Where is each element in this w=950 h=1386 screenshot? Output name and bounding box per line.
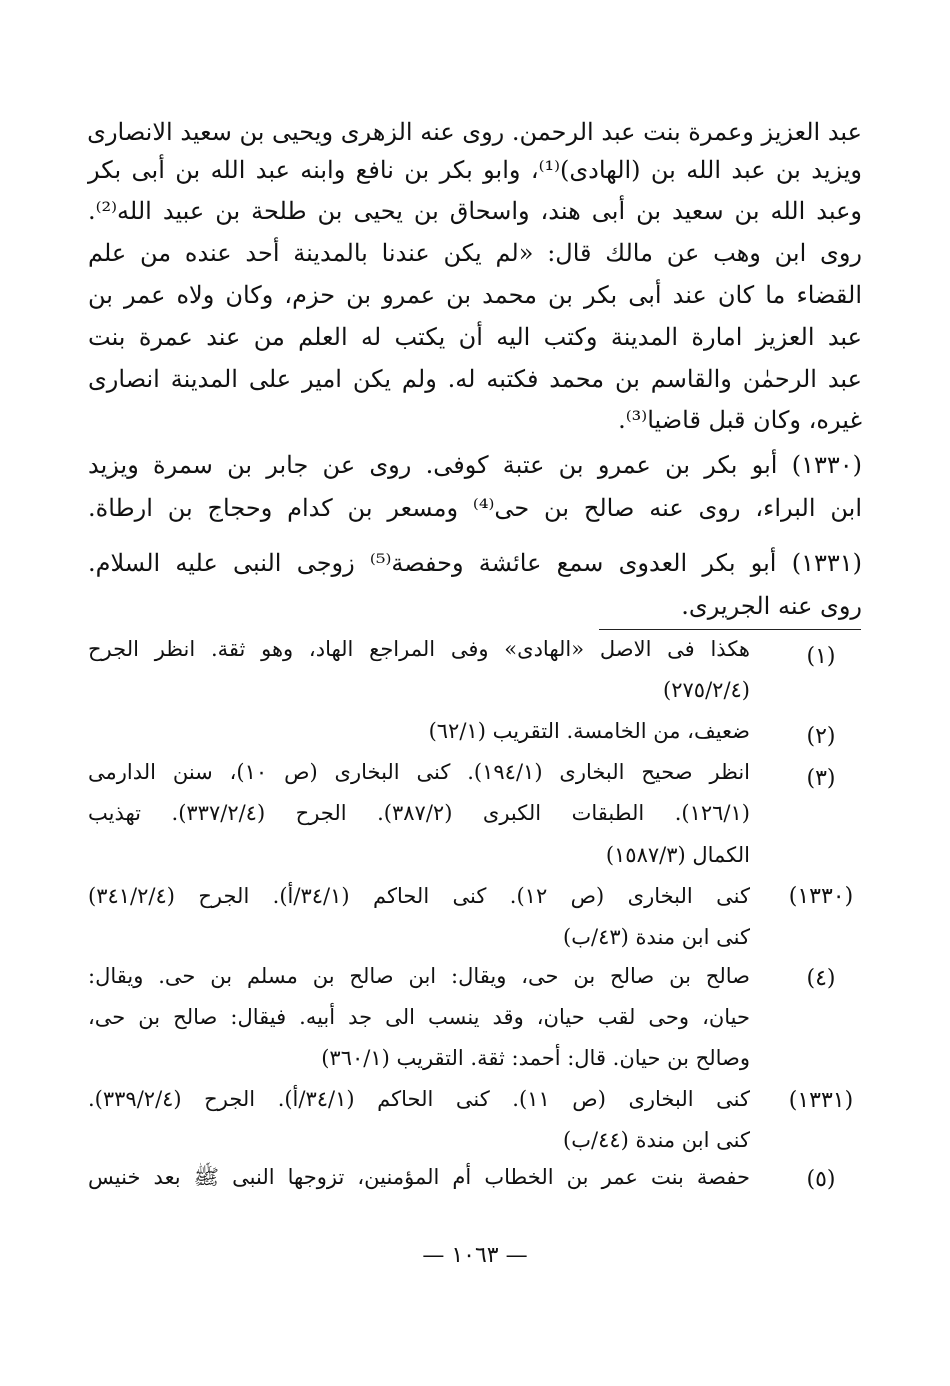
entry-1331-line: روى عنه الجريرى. — [681, 592, 862, 620]
entry-1331-line: (١٣٣١) أبو بكر العدوى سمع عائشة وحفصة⁽⁵⁾ زوجى النبى عليه السلام. — [88, 549, 862, 577]
footnote-number: (٣) — [806, 766, 836, 791]
footnote-line: انظر صحيح البخارى (١٩٤/١). كنى البخارى (ص ١٠)، سنن الدارمى — [88, 760, 751, 784]
footnote-line: حفصة بنت عمر بن الخطاب أم المؤمنين، تزوجها النبى ﷺ بعد خنيس — [88, 1165, 750, 1189]
footnote-line: صالح بن صالح بن حى، ويقال: ابن صالح بن مسلم بن حى. ويقال: — [88, 964, 750, 988]
body-line: روى ابن وهب عن مالك قال: «لم يكن عندنا بالمدينة أحد عنده من علم — [88, 239, 863, 267]
body-line: ويزيد بن عبد الله بن (الهادى)⁽¹⁾، وابو بكر بن نافع وابنه عبد الله بن أبى بكر — [88, 156, 863, 184]
footnote-number: (٤) — [806, 966, 836, 991]
body-line: عبد العزيز وعمرة بنت عبد الرحمن. روى عنه الزهرى ويحيى بن سعيد الانصارى — [87, 118, 862, 146]
footnote-line: الكمال (١٥٨٧/٣) — [605, 843, 750, 867]
footnote-number: (١٣٣٠) — [788, 884, 854, 909]
footnote-number: (٢) — [806, 724, 836, 749]
body-line: القضاء ما كان عند أبى بكر بن محمد بن عمرو بن حزم، وكان ولاه عمر بن — [88, 281, 862, 309]
entry-1330-line: (١٣٣٠) أبو بكر بن عمرو بن عتبة كوفى. روى عن جابر بن سمرة ويزيد — [88, 451, 862, 479]
body-line: غيره، وكان قبل قاضيا⁽³⁾. — [618, 406, 862, 434]
footnote-number: (١) — [806, 644, 836, 669]
footnote-line: كنى البخارى (ص ١٢). كنى الحاكم (٣٤/١/أ). الجرح (٣٤١/٢/٤) — [88, 884, 750, 908]
footnote-line: كنى البخارى (ص ١١). كنى الحاكم (٣٤/١/أ). الجرح (٣٣٩/٢/٤). — [88, 1087, 750, 1111]
page-number: — ١٠٦٣ — — [422, 1243, 528, 1268]
footnote-number: (١٣٣١) — [788, 1088, 854, 1113]
footnote-line: حيان، وحى لقب حيان، وقد ينسب الى جد أبيه. فيقال: صالح بن حى، — [88, 1005, 750, 1029]
footnote-line: (١٢٦/١). الطبقات الكبرى (٣٨٧/٢). الجرح (٣٣٧/٢/٤). تهذيب — [88, 801, 750, 825]
footnote-line: كنى ابن مندة (٤٤/ب) — [563, 1128, 750, 1152]
body-line: عبد الرحمٰن والقاسم بن محمد فكتبه له. ولم يكن امير على المدينة انصارى — [88, 365, 862, 393]
entry-1330-line: ابن البراء، روى عنه صالح بن حى⁽⁴⁾ ومسعر بن كدام وحجاج بن ارطاة. — [88, 494, 863, 522]
footnote-number: (٥) — [806, 1167, 836, 1192]
footnote-line: هكذا فى الاصل «الهادى» وفى المراجع الهاد، وهو ثقة. انظر الجرح — [88, 637, 750, 661]
body-line: وعبد الله بن سعيد بن أبى هند، واسحاق بن يحيى بن طلحة بن عبيد الله⁽²⁾. — [88, 197, 862, 225]
body-line: عبد العزيز امارة المدينة وكتب اليه أن يكتب له العلم من عند عمرة بنت — [88, 323, 862, 351]
footnote-line: وصالح بن حيان. قال: أحمد: ثقة. التقريب (٣٦٠/١) — [321, 1046, 750, 1070]
footnote-line: (٢٧٥/٢/٤) — [663, 678, 750, 702]
footnote-line: ضعيف، من الخامسة. التقريب (٦٢/١) — [428, 719, 750, 743]
footnote-line: كنى ابن مندة (٤٣/ب) — [563, 925, 750, 949]
